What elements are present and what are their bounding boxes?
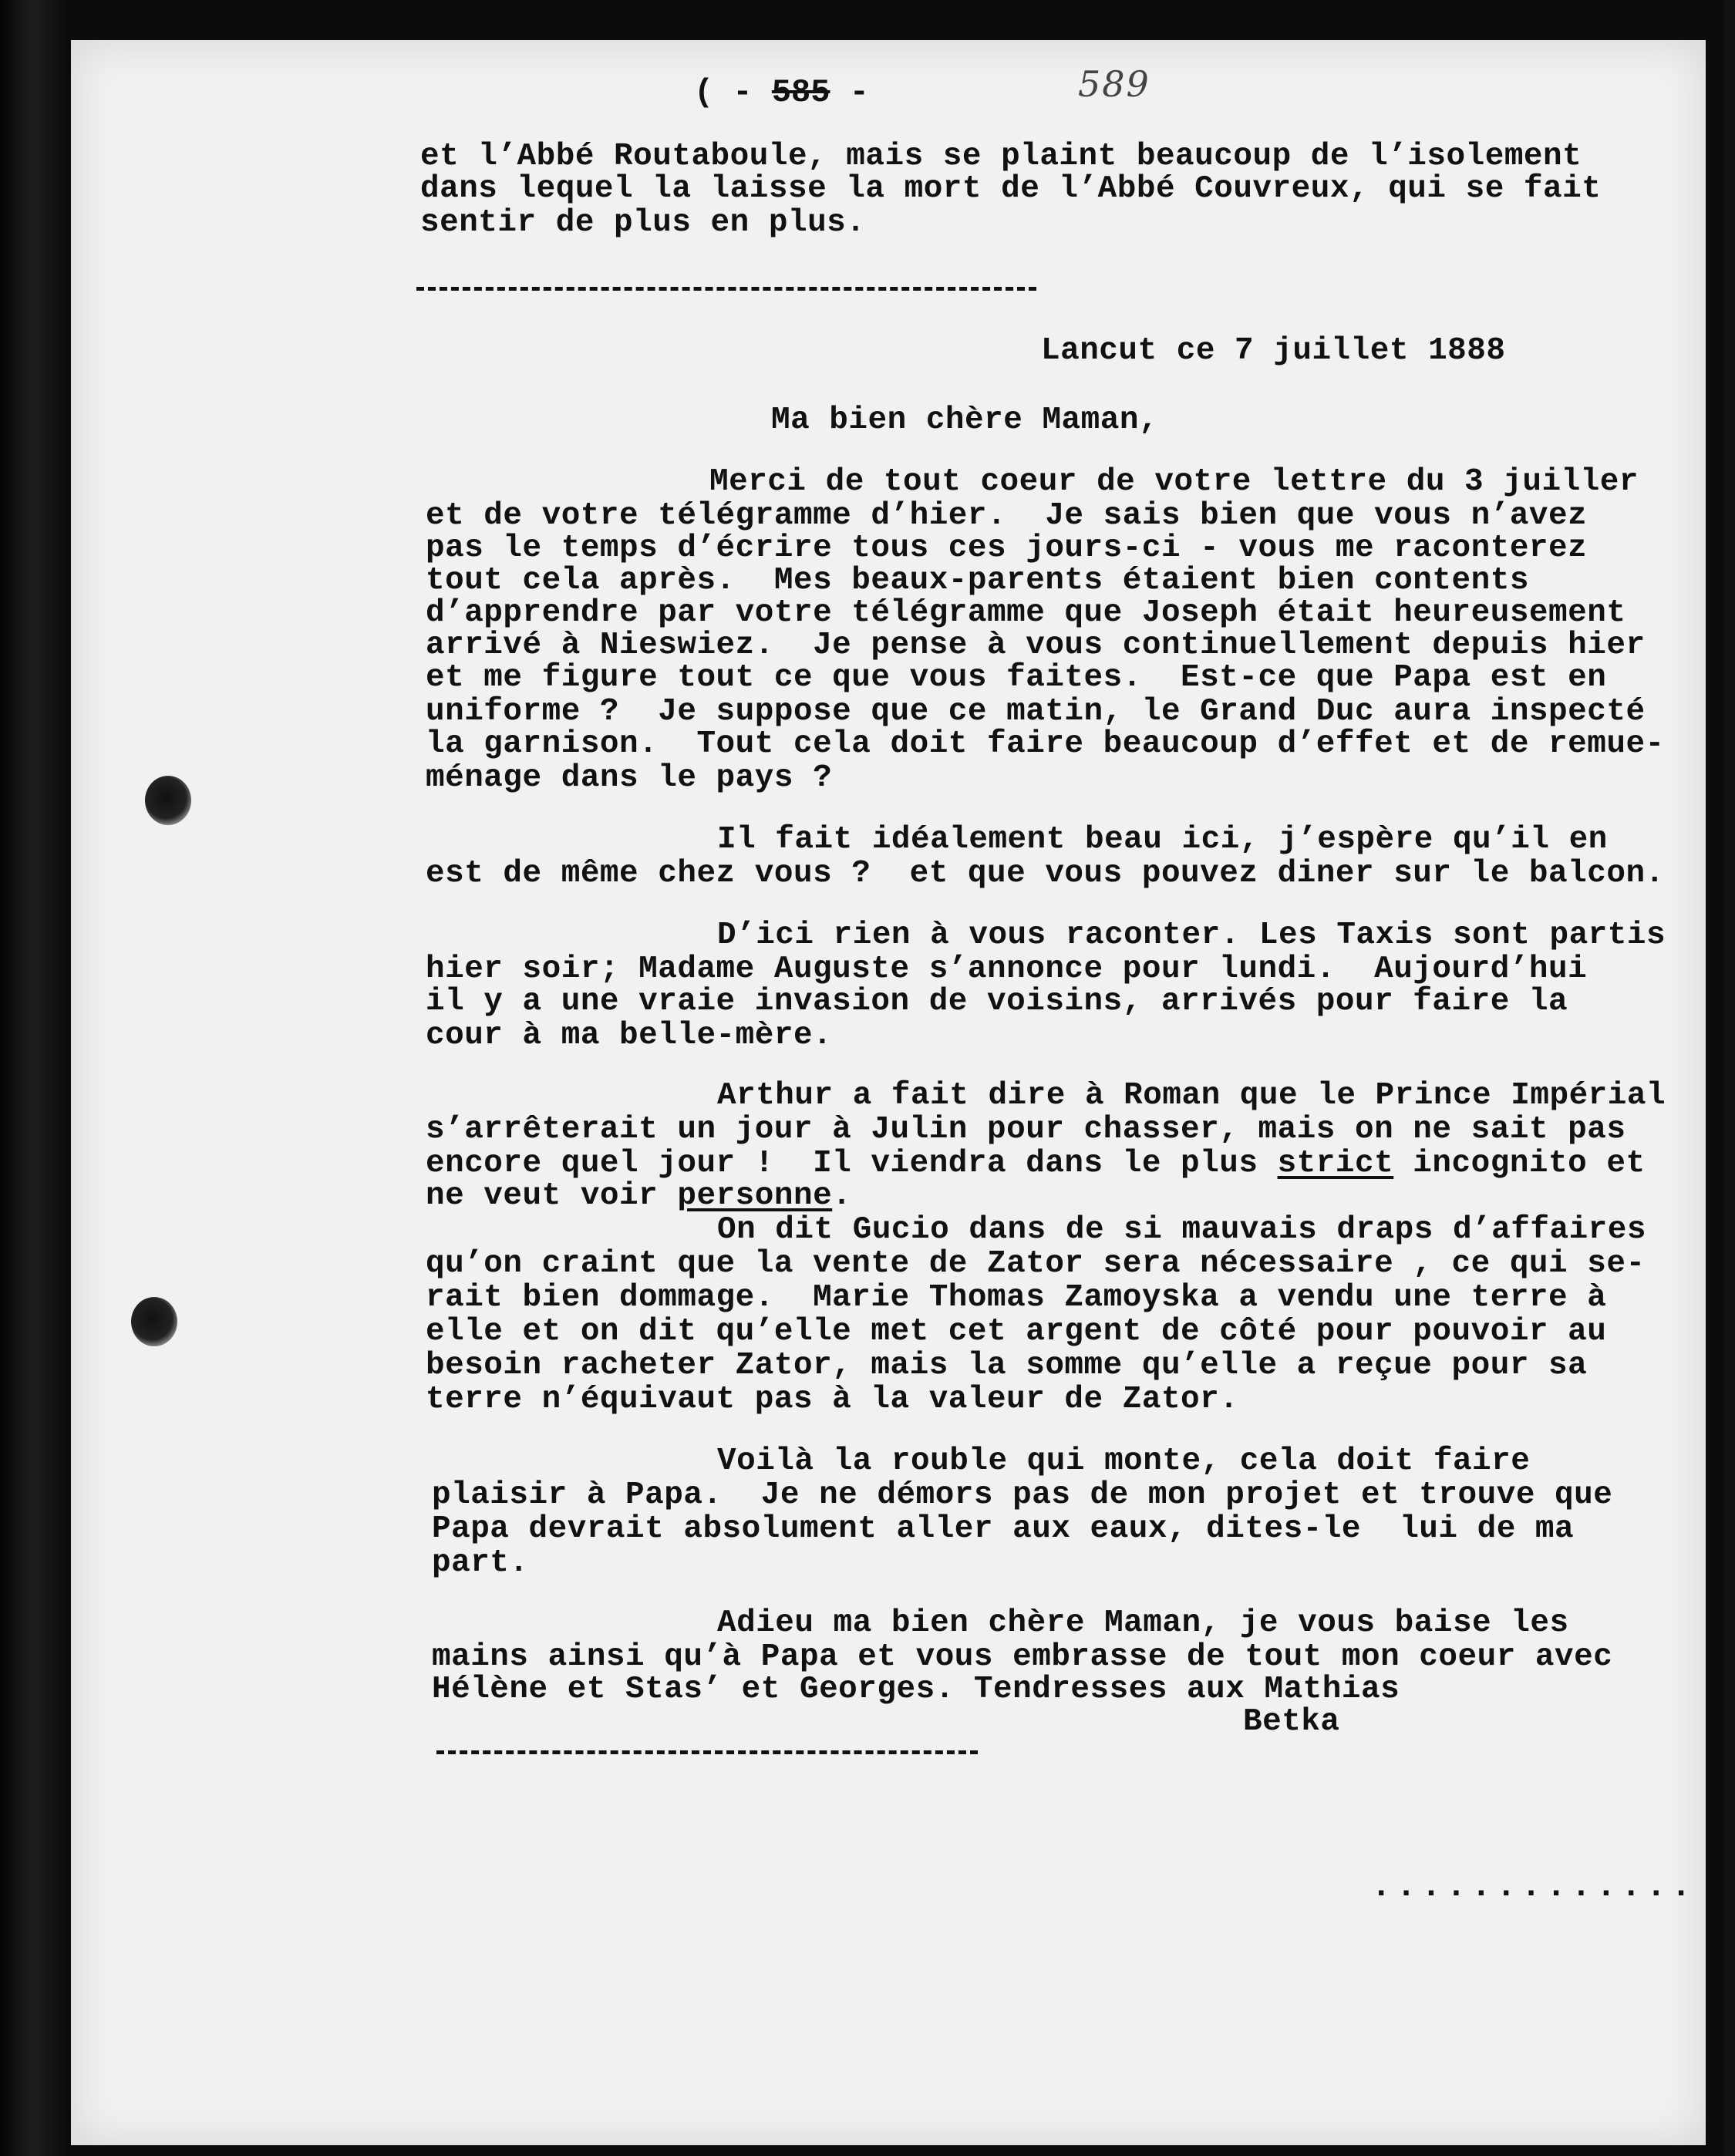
text-line: [420, 173, 1601, 205]
text-line-content: part.: [432, 1545, 529, 1581]
underlined-word: strict: [1277, 1146, 1394, 1181]
text-line-content: encore quel jour ! Il viendra dans le plus: [426, 1146, 1278, 1181]
text-line-content: D’ici rien à vous raconter. Les Taxis sont partis: [717, 918, 1666, 953]
text-line-content: s’arrêterait un jour à Julin pour chasser, mais on ne sait pas: [426, 1112, 1626, 1147]
text-line: [432, 1547, 529, 1579]
text-line-content: mains ainsi qu’à Papa et vous embrasse de tout mon coeur avec: [432, 1639, 1613, 1675]
text-line-tail: .: [832, 1178, 852, 1214]
text-line-content: On dit Gucio dans de si mauvais draps d’affaires: [717, 1212, 1646, 1248]
text-line-content: Merci de tout coeur de votre lettre du 3 juiller: [709, 464, 1639, 500]
text-line-content: rait bien dommage. Marie Thomas Zamoyska a vendu une terre à: [426, 1280, 1607, 1315]
text-line: [717, 1214, 1646, 1246]
text-line: [426, 1180, 851, 1212]
text-line-content: Lancut ce 7 juillet 1888: [1041, 333, 1506, 369]
text-line: [709, 466, 1639, 498]
text-line-content: qu’on craint que la vente de Zator sera nécessaire , ce qui se-: [426, 1246, 1646, 1282]
text-line-content: arrivé à Nieswiez. Je pense à vous continuellement depuis hier: [426, 628, 1646, 663]
page-number-prefix: ( -: [694, 74, 753, 111]
text-line: [717, 919, 1666, 952]
text-line: [426, 1019, 832, 1052]
text-line: [426, 696, 1646, 728]
page-number-struck: 585: [771, 74, 830, 111]
text-line-content: Ma bien chère Maman,: [771, 403, 1159, 438]
text-line-content: elle et on dit qu’elle met cet argent de côté pour pouvoir au: [426, 1314, 1607, 1349]
underlined-word: personne: [677, 1178, 833, 1214]
text-line-content: ménage dans le pays ?: [426, 760, 833, 796]
text-line: [432, 1673, 1400, 1706]
text-line: [1243, 1706, 1340, 1738]
text-line-content: d’apprendre par votre télégramme que Joseph était heureusement: [426, 595, 1626, 631]
text-line: [426, 1349, 1587, 1382]
text-line: [426, 532, 1587, 564]
text-line-content: Il fait idéalement beau ici, j’espère qu’il en: [717, 822, 1608, 857]
text-line: [1041, 335, 1506, 367]
text-line: [432, 1479, 1612, 1511]
text-line: [426, 728, 1665, 760]
text-line: [426, 564, 1529, 597]
text-line: [426, 1315, 1606, 1348]
text-line-content: Betka: [1243, 1704, 1340, 1740]
text-line-content: dans lequel la laisse la mort de l’Abbé Couvreux, qui se fait: [420, 171, 1602, 207]
text-line: [426, 1383, 1238, 1416]
text-line-content: cour à ma belle-mère.: [426, 1018, 833, 1053]
text-line: [717, 1445, 1530, 1477]
text-line-content: sentir de plus en plus.: [420, 205, 866, 241]
text-line-content: Papa devrait absolument aller aux eaux, dites-le lui de ma: [432, 1511, 1575, 1547]
text-line-content: besoin racheter Zator, mais la somme qu’elle a reçue pour sa: [426, 1348, 1588, 1383]
text-line: [426, 597, 1626, 629]
text-line: [426, 1282, 1606, 1314]
text-line: [420, 140, 1582, 173]
text-line: [432, 1641, 1612, 1673]
text-line-content: uniforme ? Je suppose que ce matin, le Grand Duc aura inspecté: [426, 694, 1646, 729]
text-line-content: pas le temps d’écrire tous ces jours-ci - vous me raconterez: [426, 531, 1588, 566]
text-line-content: plaisir à Papa. Je ne démors pas de mon projet et trouve que: [432, 1477, 1613, 1513]
trailing-dots: .............: [1371, 1868, 1696, 1906]
text-line-content: ne veut voir: [426, 1178, 678, 1214]
text-line-content: et de votre télégramme d’hier. Je sais bien que vous n’avez: [426, 498, 1588, 534]
text-line-content: Arthur a fait dire à Roman que le Prince Impérial: [717, 1078, 1666, 1113]
page-number-suffix: -: [849, 74, 869, 111]
text-line: [420, 207, 865, 239]
text-line-content: est de même chez vous ? et que vous pouvez diner sur le balcon.: [426, 856, 1665, 891]
handwritten-page-number: 589: [1078, 63, 1150, 105]
text-line: [717, 824, 1608, 856]
text-line: [426, 953, 1587, 985]
text-line-content: il y a une vraie invasion de voisins, arrivés pour faire la: [426, 984, 1568, 1019]
text-line: [717, 1607, 1569, 1639]
text-line: [426, 662, 1606, 694]
text-line-content: tout cela après. Mes beaux-parents étaient bien contents: [426, 563, 1529, 598]
text-line: [426, 629, 1646, 662]
text-line: [426, 762, 832, 794]
text-line-tail: incognito et: [1393, 1146, 1646, 1181]
text-line: [717, 1080, 1666, 1112]
text-line-content: terre n’équivaut pas à la valeur de Zator.: [426, 1382, 1239, 1417]
text-line-content: la garnison. Tout cela doit faire beaucoup d’effet et de remue-: [426, 726, 1665, 762]
text-line: [426, 500, 1587, 532]
text-line: [771, 404, 1158, 436]
text-line-content: et l’Abbé Routaboule, mais se plaint beaucoup de l’isolement: [420, 139, 1582, 174]
text-line: [426, 985, 1568, 1018]
text-line: [426, 1113, 1626, 1146]
text-line: [426, 1147, 1646, 1180]
text-line-content: et me figure tout ce que vous faites. Est-ce que Papa est en: [426, 660, 1607, 696]
text-line: [432, 1513, 1574, 1545]
text-line: [426, 857, 1665, 890]
text-line-content: hier soir; Madame Auguste s’annonce pour lundi. Aujourd’hui: [426, 952, 1588, 987]
text-line: [426, 1248, 1646, 1280]
text-line-content: Voilà la rouble qui monte, cela doit faire: [717, 1444, 1531, 1479]
text-line-content: Hélène et Stas’ et Georges. Tendresses aux Mathias: [432, 1672, 1400, 1707]
text-line-content: Adieu ma bien chère Maman, je vous baise les: [717, 1605, 1569, 1641]
